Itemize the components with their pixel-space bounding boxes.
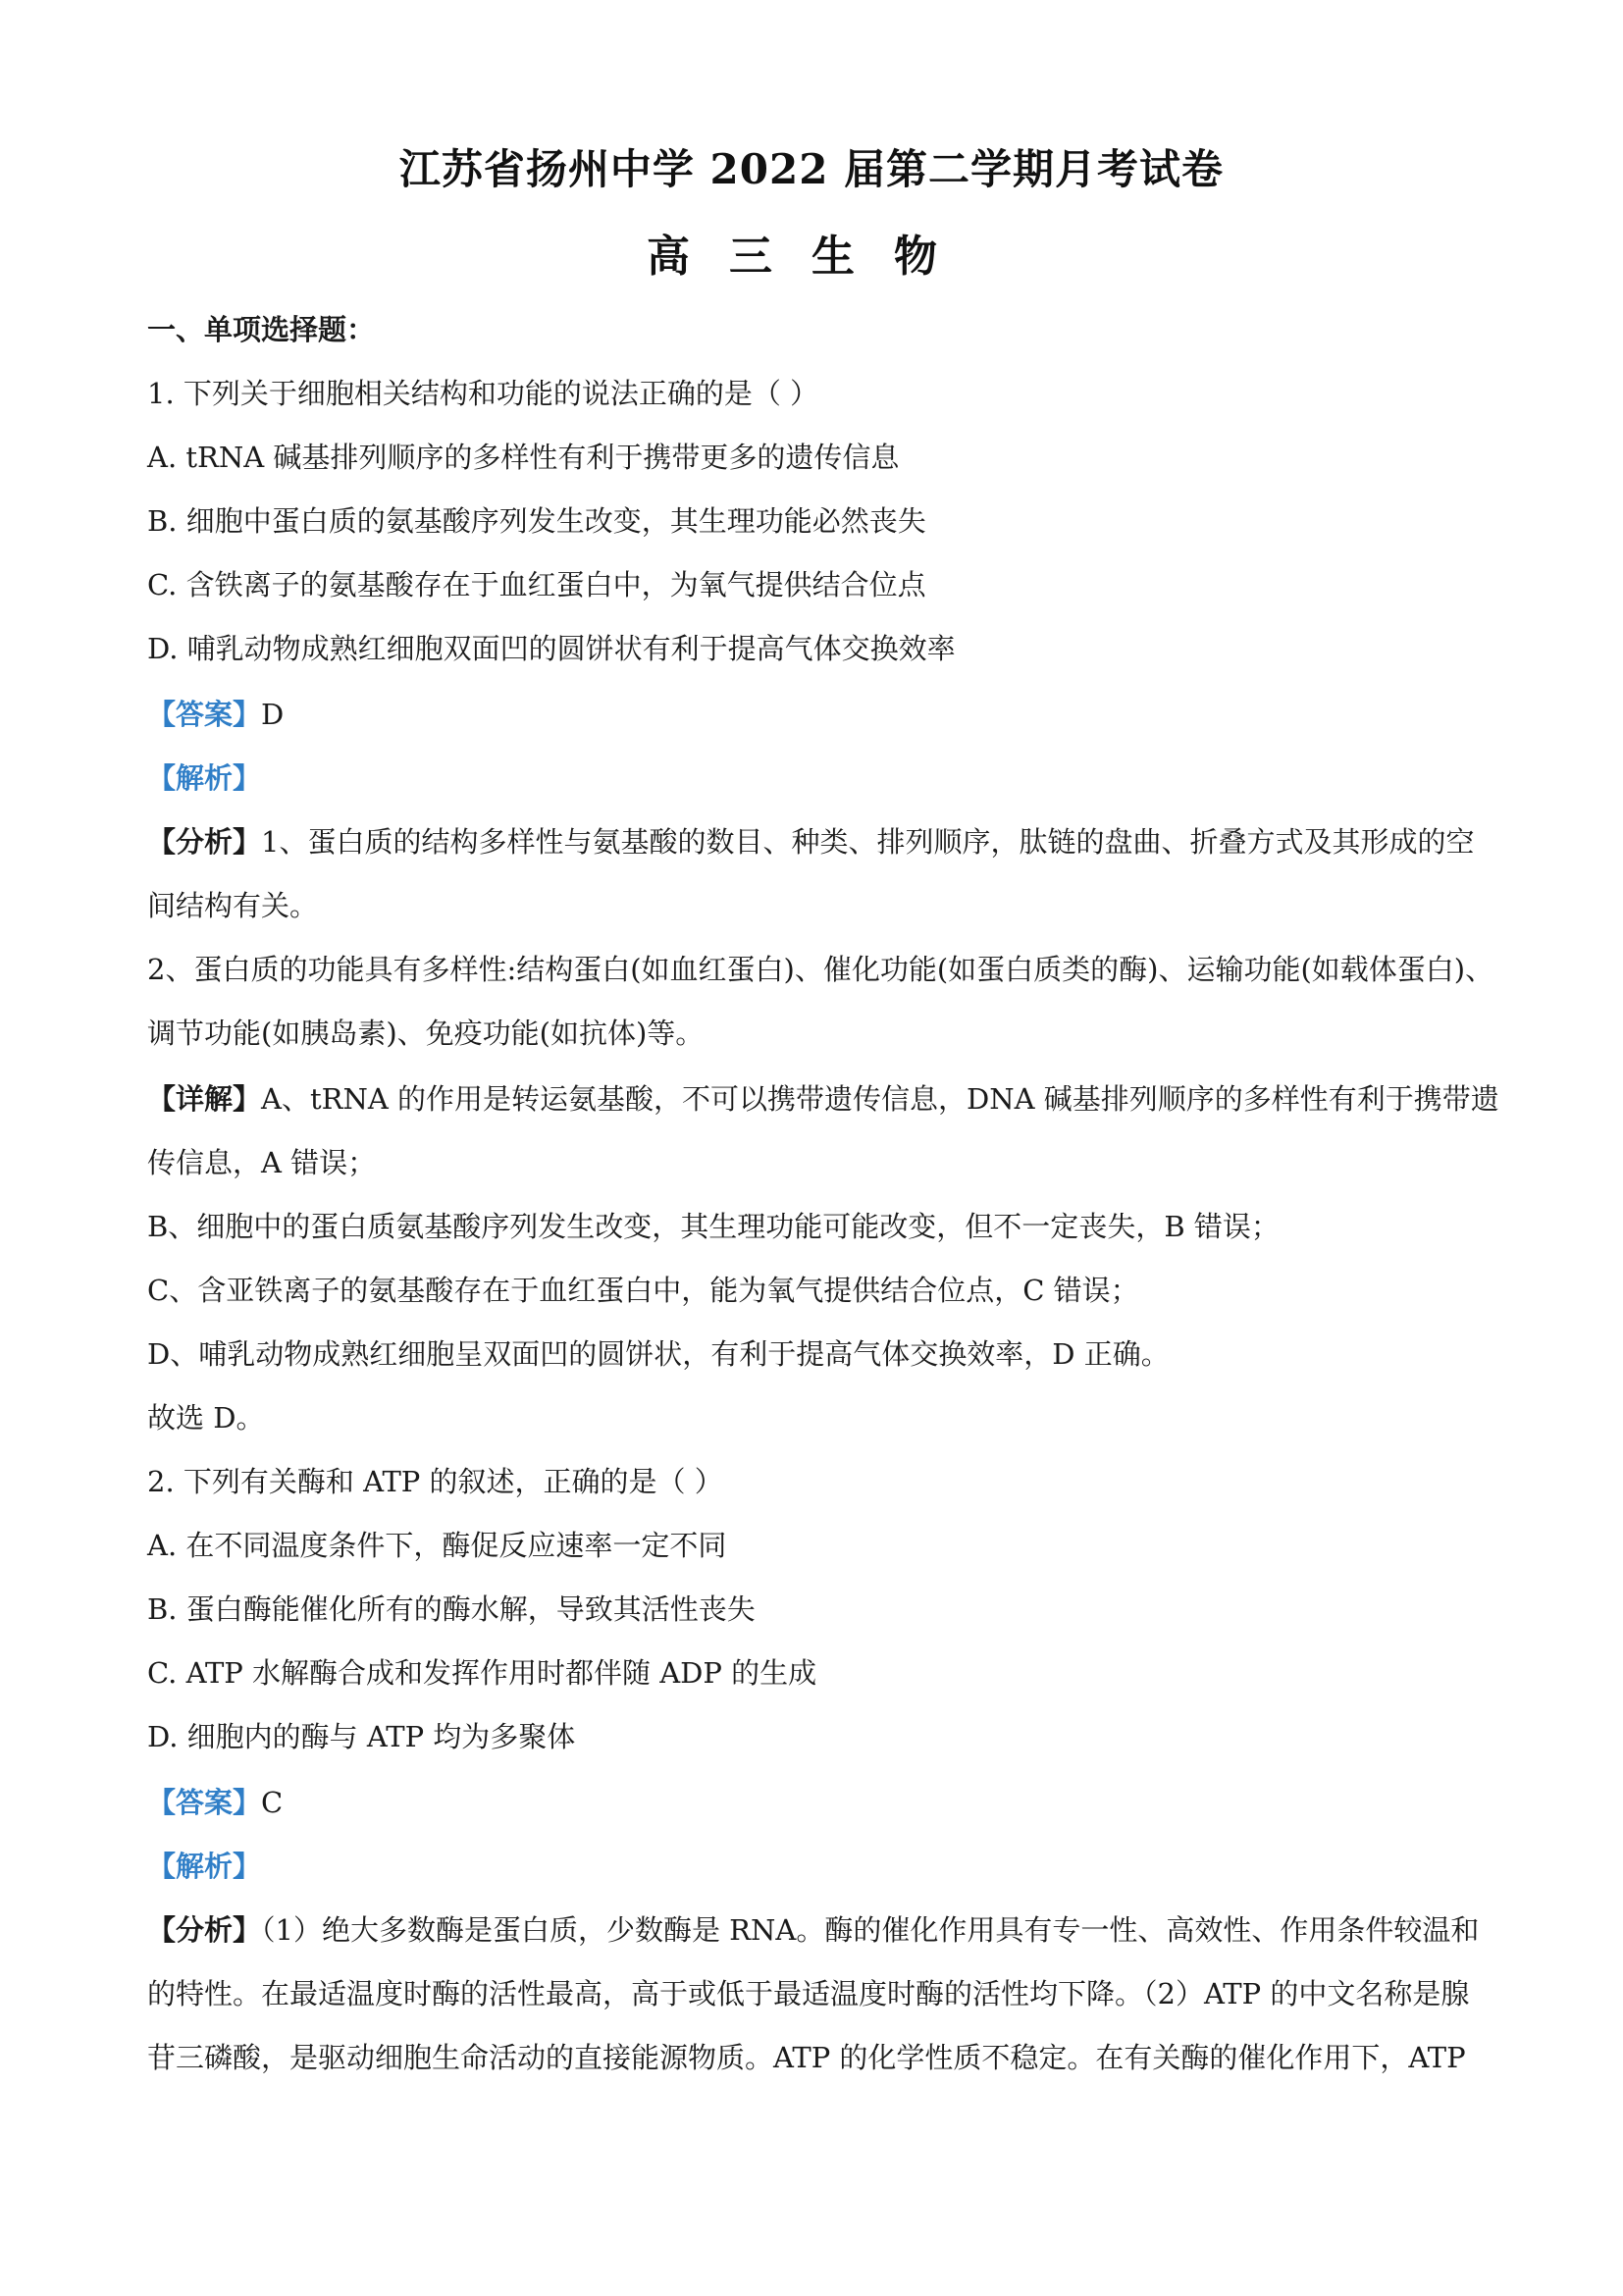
q2-option-b: B. 蛋白酶能催化所有的酶水解，导致其活性丧失 <box>147 1592 756 1626</box>
q1-xiangjie-line: C、含亚铁离子的氨基酸存在于血红蛋白中，能为氧气提供结合位点，C 错误； <box>147 1274 1139 1307</box>
q1-xiangjie-line: D、哺乳动物成熟红细胞呈双面凹的圆饼状，有利于提高气体交换效率，D 正确。 <box>147 1337 1170 1371</box>
answer-tag: 【答案】 <box>147 1786 262 1819</box>
xiangjie-text: A、tRNA 的作用是转运氨基酸，不可以携带遗传信息，DNA 碱基排列顺序的多样性有利于携带遗 <box>261 1082 1499 1116</box>
q1-xiangjie-line <box>147 1081 1499 1117</box>
fenxi-tag: 【分析】 <box>147 825 262 859</box>
q2-stem: 2. 下列有关酶和 ATP 的叙述，正确的是（ ） <box>147 1465 723 1498</box>
q2-fenxi-line: 苷三磷酸，是驱动细胞生命活动的直接能源物质。ATP 的化学性质不稳定。在有关酶的催化作用下，ATP <box>147 2041 1466 2074</box>
q2-option-d: D. 细胞内的酶与 ATP 均为多聚体 <box>147 1720 576 1753</box>
q1-conclusion: 故选 D。 <box>147 1401 265 1435</box>
q1-option-a: A. tRNA 碱基排列顺序的多样性有利于携带更多的遗传信息 <box>147 441 900 474</box>
exam-subtitle: 高三生物 <box>647 232 976 282</box>
q1-fenxi-line <box>147 824 1482 860</box>
xiangjie-tag: 【详解】 <box>147 1082 262 1116</box>
answer-value: C <box>261 1786 284 1819</box>
q2-answer <box>147 1785 1482 1820</box>
fenxi-text: （1）绝大多数酶是蛋白质，少数酶是 RNA。酶的催化作用具有专一性、高效性、作用条件较温和 <box>261 1913 1480 1947</box>
analysis-tag: 【解析】 <box>147 1850 262 1883</box>
q1-option-c: C. 含铁离子的氨基酸存在于血红蛋白中，为氧气提供结合位点 <box>147 568 926 601</box>
q1-answer <box>147 697 1482 732</box>
fenxi-text: 1、蛋白质的结构多样性与氨基酸的数目、种类、排列顺序，肽链的盘曲、折叠方式及其形成的空 <box>261 825 1475 859</box>
q1-xiangjie-line: B、细胞中的蛋白质氨基酸序列发生改变，其生理功能可能改变，但不一定丧失，B 错误； <box>147 1210 1280 1243</box>
q1-analysis-heading <box>147 760 1482 796</box>
q1-xiangjie-line: 传信息，A 错误； <box>147 1146 377 1179</box>
section-heading: 一、单项选择题： <box>147 313 376 346</box>
q1-option-d: D. 哺乳动物成熟红细胞双面凹的圆饼状有利于提高气体交换效率 <box>147 632 956 665</box>
q1-fenxi-line: 间结构有关。 <box>147 889 319 922</box>
q2-fenxi-line <box>147 1912 1482 1948</box>
q1-stem: 1. 下列关于细胞相关结构和功能的说法正确的是（ ） <box>147 377 819 410</box>
q1-fenxi-line: 2、蛋白质的功能具有多样性:结构蛋白(如血红蛋白)、催化功能(如蛋白质类的酶)、运输功能(如载体蛋白)、 <box>147 953 1494 986</box>
q1-option-b: B. 细胞中蛋白质的氨基酸序列发生改变，其生理功能必然丧失 <box>147 504 926 538</box>
q2-analysis-heading <box>147 1849 1482 1884</box>
q2-fenxi-line: 的特性。在最适温度时酶的活性最高，高于或低于最适温度时酶的活性均下降。（2）ATP 的中文名称是腺 <box>147 1977 1470 2010</box>
analysis-tag: 【解析】 <box>147 761 262 795</box>
q1-fenxi-line: 调节功能(如胰岛素)、免疫功能(如抗体)等。 <box>147 1017 705 1050</box>
exam-title: 江苏省扬州中学 2022 届第二学期月考试卷 <box>398 145 1225 193</box>
fenxi-tag: 【分析】 <box>147 1913 262 1947</box>
answer-value: D <box>261 698 285 731</box>
answer-tag: 【答案】 <box>147 698 262 731</box>
q2-option-c: C. ATP 水解酶合成和发挥作用时都伴随 ADP 的生成 <box>147 1656 817 1690</box>
q2-option-a: A. 在不同温度条件下，酶促反应速率一定不同 <box>147 1529 727 1562</box>
